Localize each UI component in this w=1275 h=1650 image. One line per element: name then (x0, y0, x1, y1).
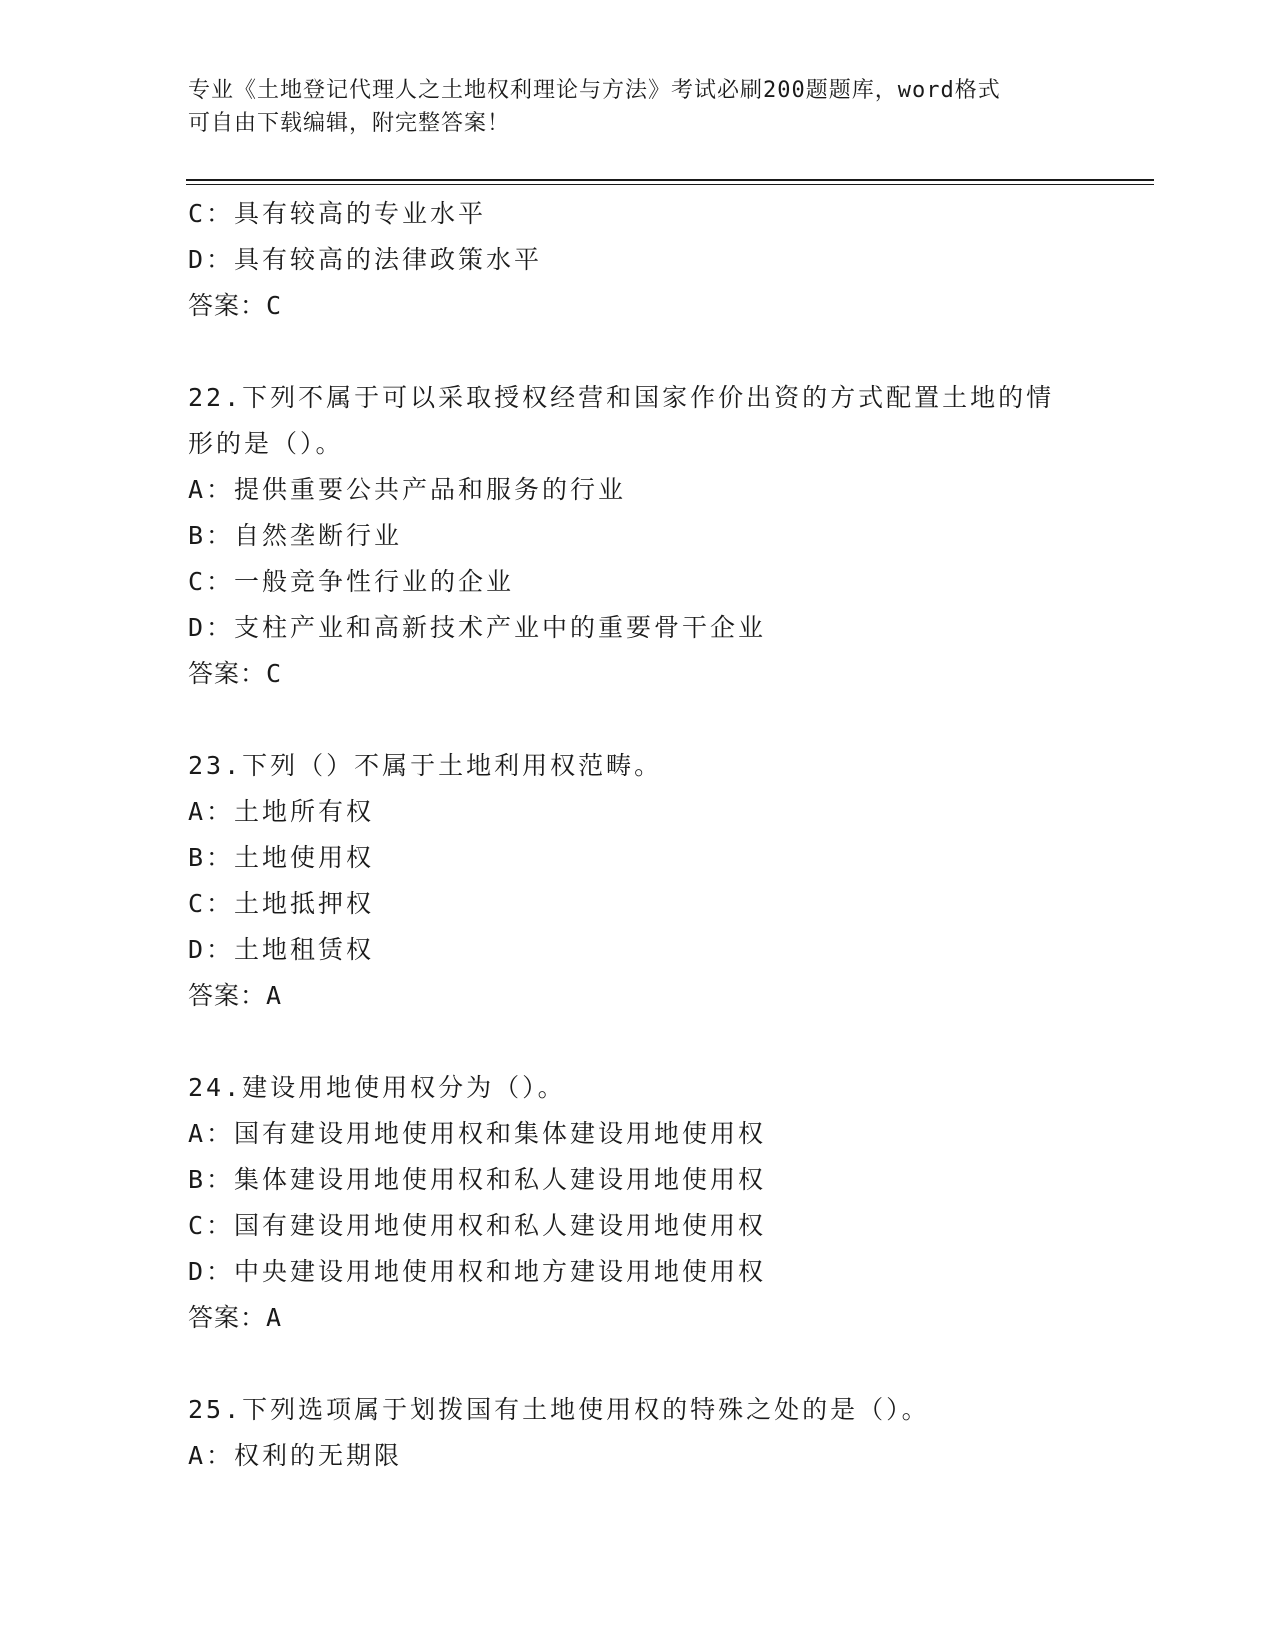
header-divider-thin (186, 184, 1154, 185)
spacer (188, 697, 1088, 743)
option-a: A：权利的无期限 (188, 1441, 403, 1470)
option-b: B：土地使用权 (188, 843, 375, 872)
answer: 答案：C (188, 291, 283, 320)
answer: 答案：A (188, 1303, 283, 1332)
option-c: C：一般竞争性行业的企业 (188, 567, 515, 596)
option-a: A：提供重要公共产品和服务的行业 (188, 475, 627, 504)
option-c: C：具有较高的专业水平 (188, 199, 487, 228)
header-line-1: 专业《土地登记代理人之土地权利理论与方法》考试必刷200题题库，word格式 (188, 78, 1001, 103)
option-c: C：国有建设用地使用权和私人建设用地使用权 (188, 1211, 767, 1240)
option-d: D：土地租赁权 (188, 935, 375, 964)
question-25 (188, 1387, 1088, 1479)
option-d: D：具有较高的法律政策水平 (188, 245, 543, 274)
spacer (188, 1341, 1088, 1387)
header-divider-thick (186, 179, 1154, 181)
option-a: A：国有建设用地使用权和集体建设用地使用权 (188, 1119, 767, 1148)
option-b: B：自然垄断行业 (188, 521, 403, 550)
question-stem: 25.下列选项属于划拨国有土地使用权的特殊之处的是（）。 (188, 1395, 930, 1424)
page-header (188, 74, 1088, 140)
answer: 答案：C (188, 659, 283, 688)
question-23 (188, 743, 1088, 1019)
option-b: B：集体建设用地使用权和私人建设用地使用权 (188, 1165, 767, 1194)
question-stem: 22.下列不属于可以采取授权经营和国家作价出资的方式配置土地的情 (188, 383, 1055, 412)
answer: 答案：A (188, 981, 283, 1010)
option-d: D：中央建设用地使用权和地方建设用地使用权 (188, 1257, 767, 1286)
question-24 (188, 1065, 1088, 1341)
question-21-continued (188, 191, 1088, 329)
question-22 (188, 375, 1088, 697)
option-a: A：土地所有权 (188, 797, 375, 826)
spacer (188, 329, 1088, 375)
option-d: D：支柱产业和高新技术产业中的重要骨干企业 (188, 613, 767, 642)
option-c: C：土地抵押权 (188, 889, 375, 918)
question-stem-continued: 形的是（）。 (188, 429, 344, 458)
header-line-2: 可自由下载编辑，附完整答案！ (188, 111, 511, 136)
question-stem: 24.建设用地使用权分为（）。 (188, 1073, 566, 1102)
question-stem: 23.下列（）不属于土地利用权范畴。 (188, 751, 663, 780)
document-body (188, 191, 1088, 1479)
spacer (188, 1019, 1088, 1065)
